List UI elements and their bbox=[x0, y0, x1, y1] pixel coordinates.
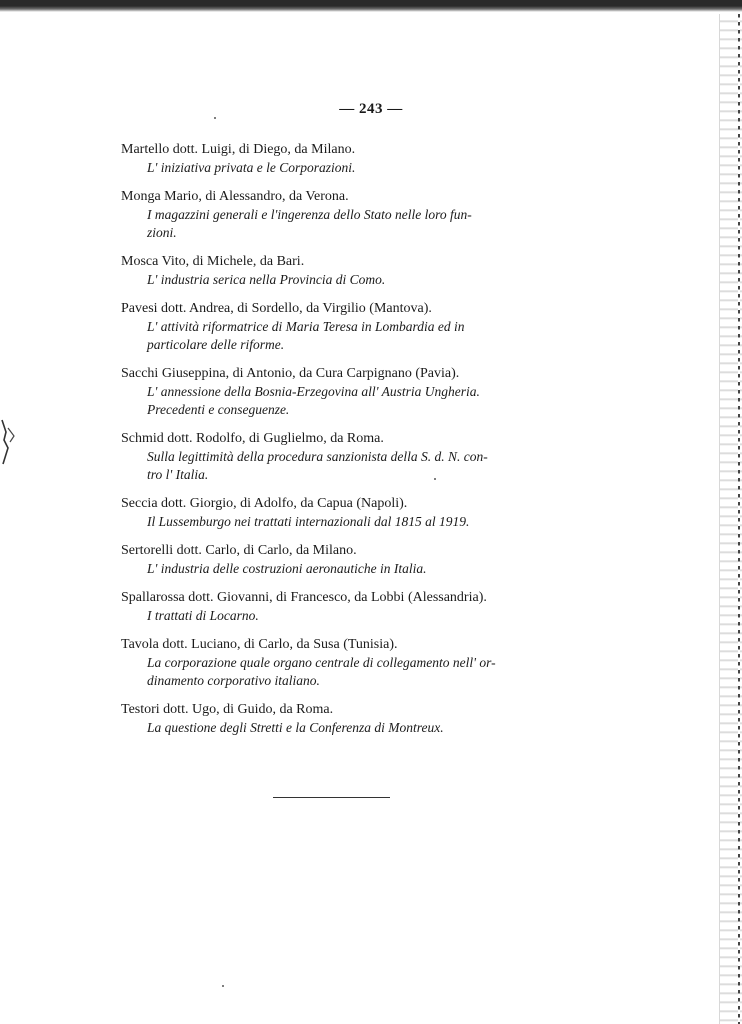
list-item bbox=[121, 588, 561, 625]
list-item bbox=[121, 494, 561, 531]
entry-title bbox=[121, 719, 561, 737]
entry-title-line: zioni. bbox=[147, 225, 177, 240]
entry-title bbox=[121, 383, 561, 419]
entry-title bbox=[121, 560, 561, 578]
list-item bbox=[121, 140, 561, 177]
entry-title-line: dinamento corporativo italiano. bbox=[147, 673, 320, 688]
entry-title-line: tro l' Italia. bbox=[147, 467, 209, 482]
entry-title-line: La corporazione quale organo centrale di collegamento nell' or- bbox=[147, 655, 496, 670]
entry-author: Sertorelli dott. Carlo, di Carlo, da Milano. bbox=[121, 543, 357, 558]
entry-title bbox=[121, 206, 561, 242]
speck bbox=[222, 985, 224, 987]
entry-title-line: Sulla legittimità della procedura sanzionista della S. d. N. con- bbox=[147, 449, 488, 464]
entry-title bbox=[121, 513, 561, 531]
entry-author: Seccia dott. Giorgio, di Adolfo, da Capua (Napoli). bbox=[121, 496, 408, 511]
list-item bbox=[121, 541, 561, 578]
entry-title bbox=[121, 318, 561, 354]
entry-author: Mosca Vito, di Michele, da Bari. bbox=[121, 254, 305, 269]
list-item bbox=[121, 700, 561, 737]
entry-title bbox=[121, 271, 561, 289]
entry-title-line: I magazzini generali e l'ingerenza dello Stato nelle loro fun- bbox=[147, 207, 472, 222]
entry-title bbox=[121, 607, 561, 625]
entry-title-line: Precedenti e conseguenze. bbox=[147, 402, 290, 417]
entry-title-line: L' industria delle costruzioni aeronautiche in Italia. bbox=[147, 561, 427, 576]
thesis-list bbox=[121, 140, 561, 747]
entry-title-line: La questione degli Stretti e la Conferenza di Montreux. bbox=[147, 720, 444, 735]
list-item bbox=[121, 252, 561, 289]
entry-author: Sacchi Giuseppina, di Antonio, da Cura Carpignano (Pavia). bbox=[121, 366, 460, 381]
entry-title-line: L' attività riformatrice di Maria Teresa in Lombardia ed in bbox=[147, 319, 465, 334]
entry-author: Testori dott. Ugo, di Guido, da Roma. bbox=[121, 702, 334, 717]
scan-top-edge bbox=[0, 0, 742, 12]
entry-author: Monga Mario, di Alessandro, da Verona. bbox=[121, 189, 349, 204]
entry-title-line: L' industria serica nella Provincia di Como. bbox=[147, 272, 386, 287]
entry-title bbox=[121, 448, 561, 484]
list-item bbox=[121, 299, 561, 354]
scan-right-edge bbox=[719, 14, 742, 1024]
list-item bbox=[121, 187, 561, 242]
entry-title bbox=[121, 654, 561, 690]
entry-title-line: L' annessione della Bosnia-Erzegovina all' Austria Ungheria. bbox=[147, 384, 480, 399]
entry-title-line: L' iniziativa privata e le Corporazioni. bbox=[147, 160, 356, 175]
entry-title bbox=[121, 159, 561, 177]
list-item bbox=[121, 635, 561, 690]
list-item bbox=[121, 364, 561, 419]
entry-title-line: I trattati di Locarno. bbox=[147, 608, 259, 623]
entry-author: Pavesi dott. Andrea, di Sordello, da Virgilio (Mantova). bbox=[121, 301, 432, 316]
page-number: — 243 — bbox=[339, 101, 403, 117]
entry-author: Spallarossa dott. Giovanni, di Francesco, da Lobbi (Alessandria). bbox=[121, 590, 487, 605]
closing-rule bbox=[273, 797, 390, 798]
entry-author: Tavola dott. Luciano, di Carlo, da Susa (Tunisia). bbox=[121, 637, 398, 652]
entry-author: Martello dott. Luigi, di Diego, da Milano. bbox=[121, 142, 356, 157]
entry-title-line: particolare delle riforme. bbox=[147, 337, 285, 352]
binding-mark bbox=[0, 418, 22, 466]
entry-title-line: Il Lussemburgo nei trattati internazionali dal 1815 al 1919. bbox=[147, 514, 470, 529]
entry-author: Schmid dott. Rodolfo, di Guglielmo, da Roma. bbox=[121, 431, 384, 446]
list-item bbox=[121, 429, 561, 484]
